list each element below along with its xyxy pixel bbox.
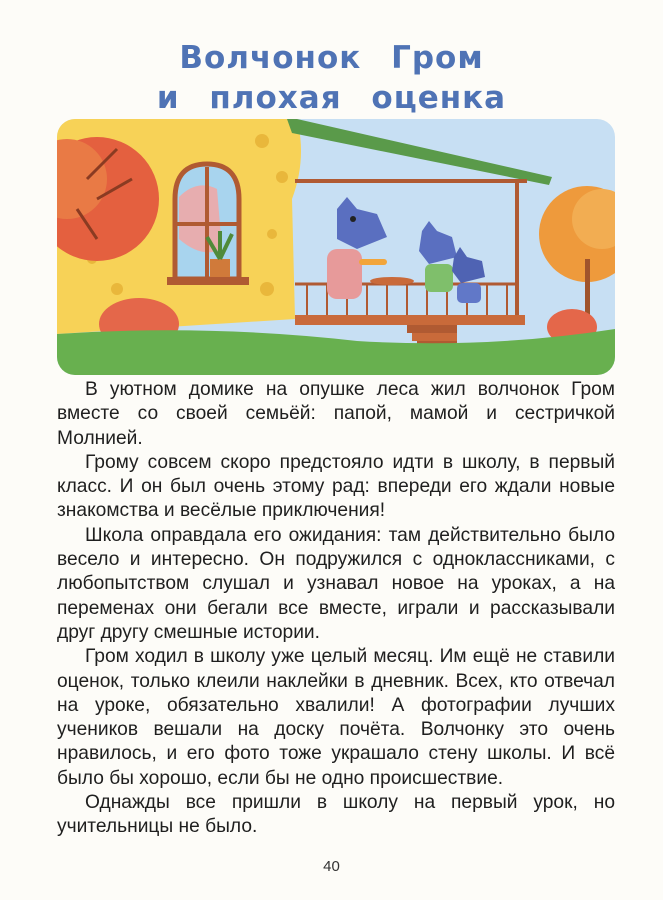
paragraph-5: Однажды все пришли в школу на первый урок, но учительницы не было. [57,792,615,838]
paragraph-2: Грому совсем скоро предстояло идти в школу, в первый класс. И он был очень этому рад: впереди его ждали новые знакомства и весёлые приключения! [57,451,615,522]
title-line-2: и плохая оценка [156,80,507,116]
paragraph-3: Школа оправдала его ожидания: там действительно было весело и интересно. Он подружился с одноклассниками, с любопытством слушал и узнавал новое на уроках, а на переменах они бегали все вместе, играли и рассказывали друг другу смешные истории. [57,524,615,643]
house-scene-illustration [57,119,615,375]
paragraph-4: Гром ходил в школу уже целый месяц. Им ещё не ставили оценок, только клеили наклейки в дневник. Всех, кто отвечал на уроке, обязательно хвалили! А фотографии лучших учеников вешали на доску почёта. Волчонку это очень нравилось, и его фото тоже украшало стену школы. И всё было бы хорошо, если бы не одно происшествие. [57,646,615,789]
paragraph-1: В уютном домике на опушке леса жил волчонок Гром вместе со своей семьёй: папой, мамой и сестричкой Молнией. [57,379,615,449]
title-line-1: Волчонок Гром [179,40,484,76]
page-number: 40 [323,858,340,875]
story-illustration [57,119,615,375]
page-title [0,38,663,118]
story-text [57,378,615,840]
